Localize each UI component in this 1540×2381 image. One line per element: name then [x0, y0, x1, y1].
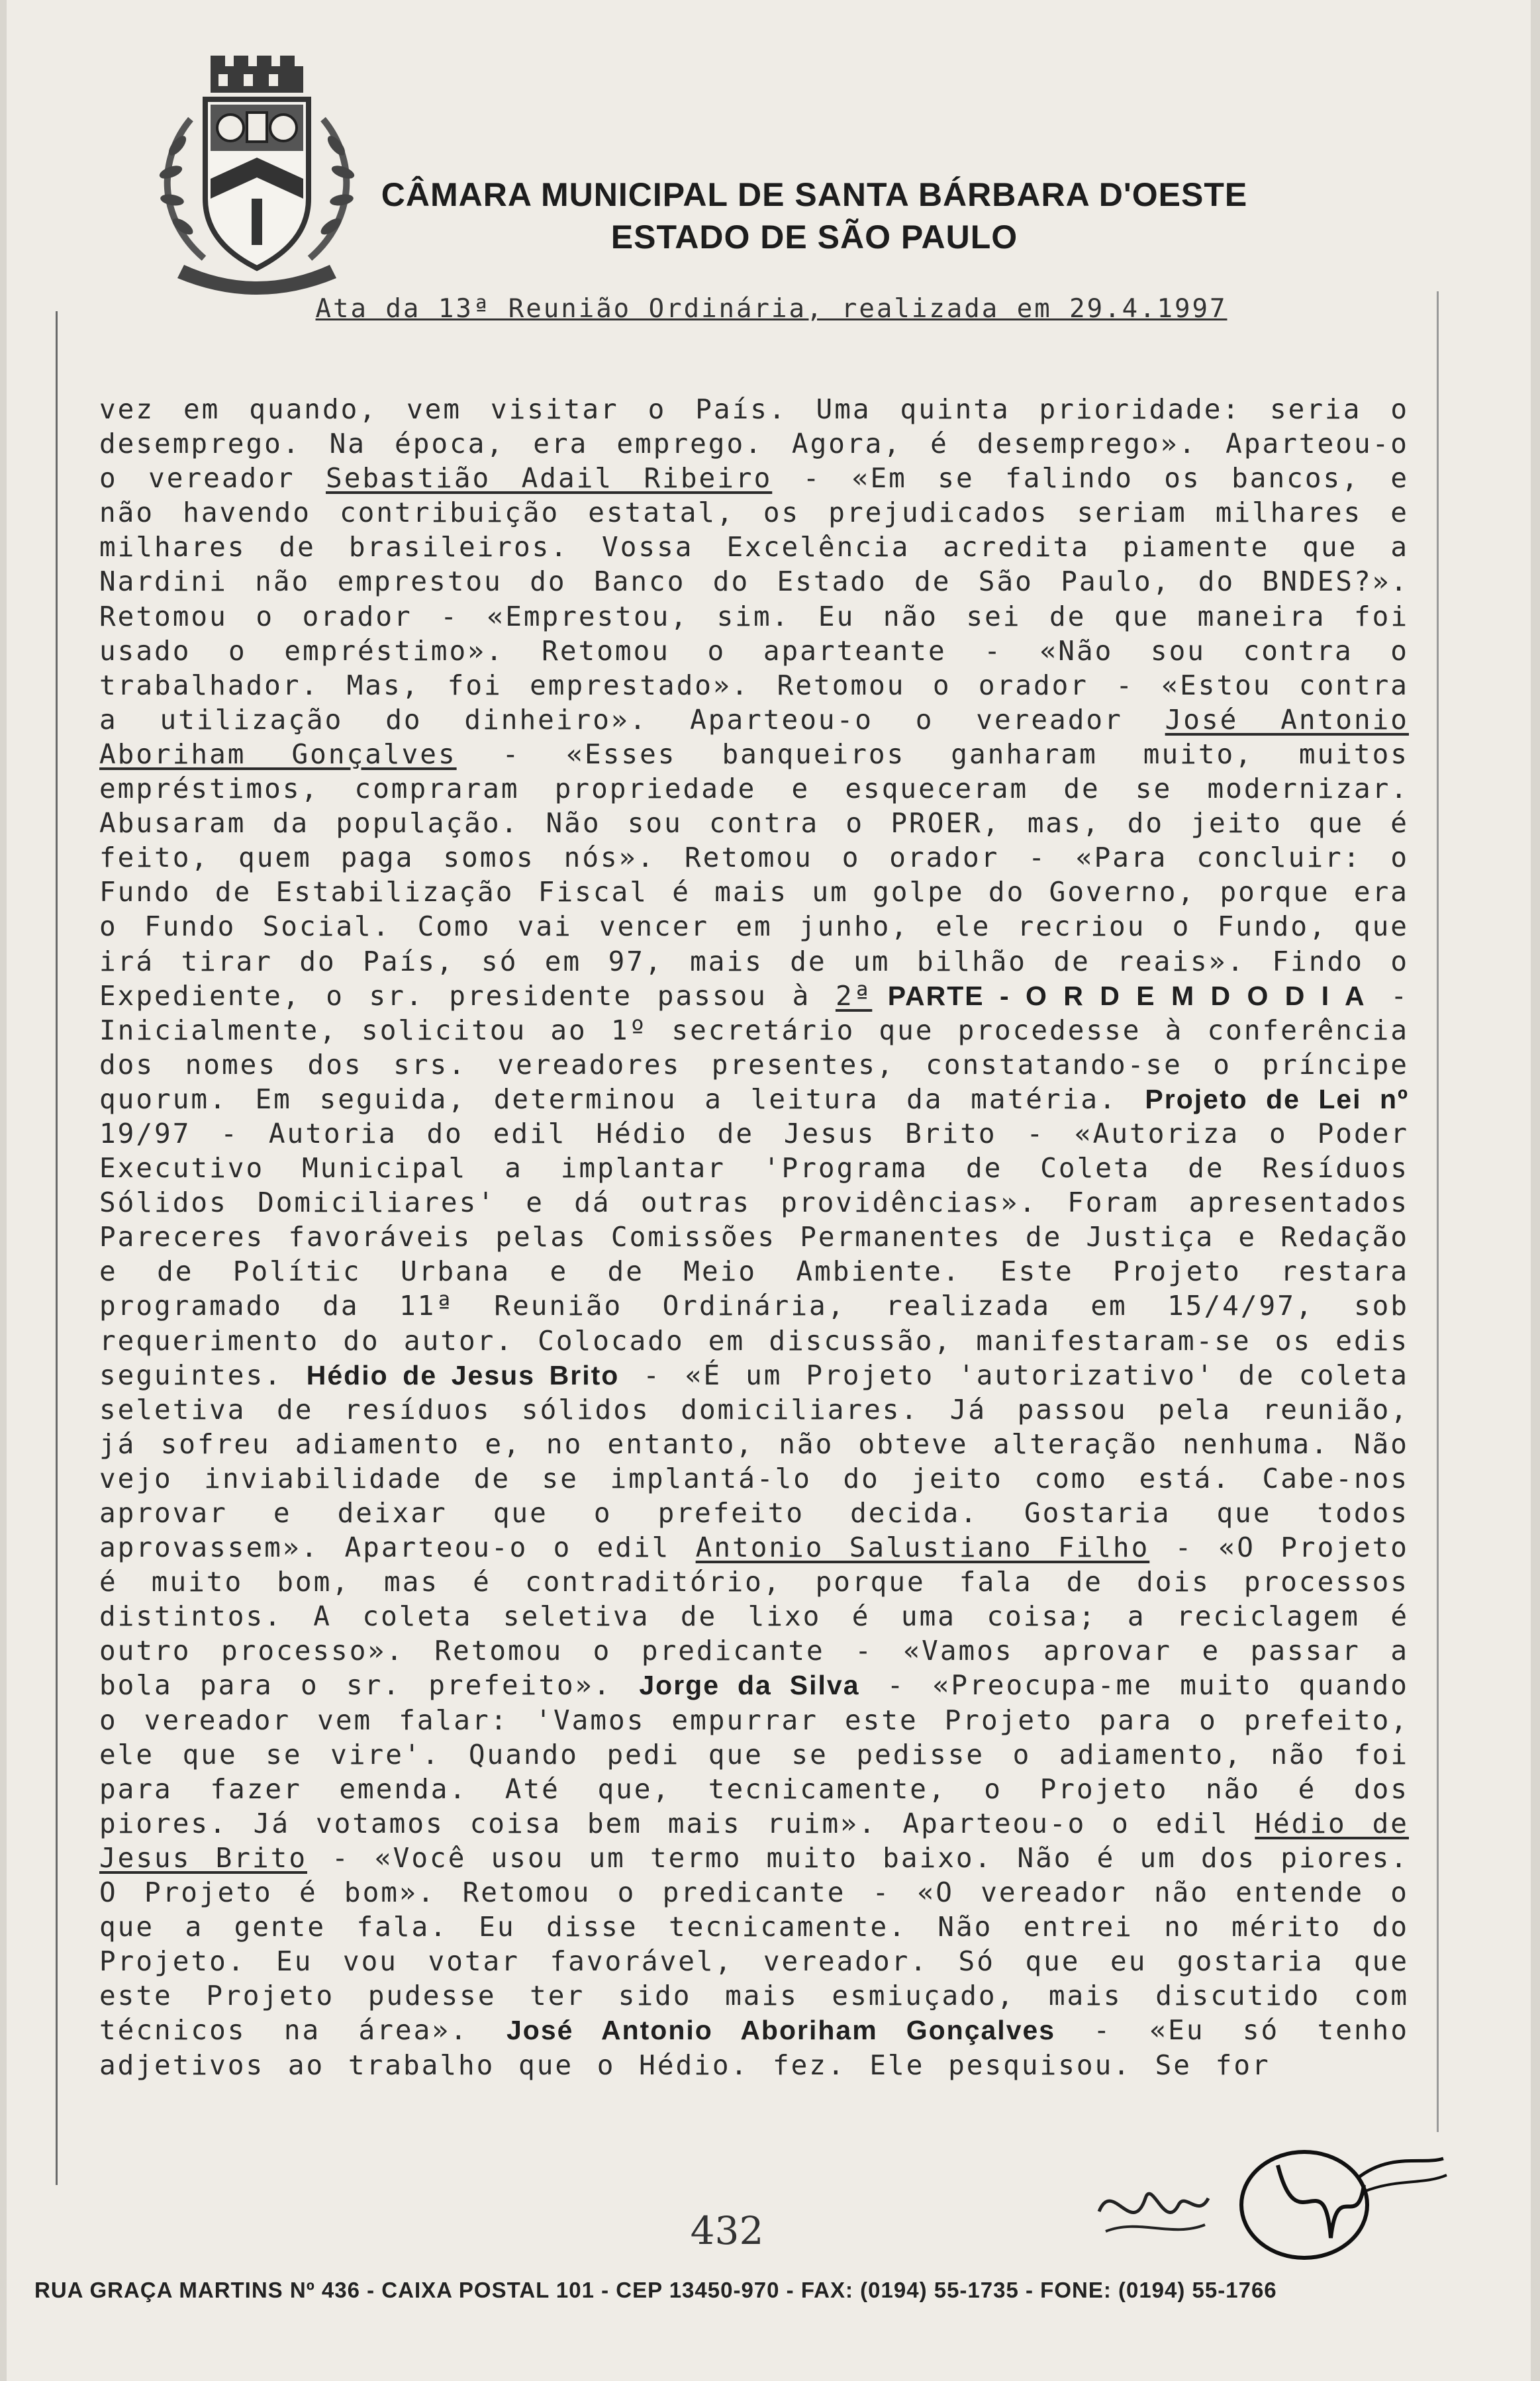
bill-label: Projeto de Lei nº [1145, 1083, 1409, 1114]
text-run: - «O Projeto é muito bom, mas é contraditório, porque fala de dois processos distintos. A coleta seletiva de lixo é uma coisa; a reciclagem é outro processo». Retomou o predicante - «Vamos aprovar e passar a bola para o sr. prefeito». [99, 1531, 1409, 1702]
speaker-name: Hédio de Jesus Brito [99, 1807, 1409, 1874]
organization-name: CÂMARA MUNICIPAL DE SANTA BÁRBARA D'OESTE [381, 176, 1248, 213]
text-run: - «É um Projeto 'autorizativo' de coleta seletiva de resíduos sólidos domiciliares. Já passou pela reunião, já sofreu adiamento e, no entanto, não obteve alteração nenhuma. Não vejo inviabilidade de se implantá-lo do jeito como está. Cabe-nos aprovar e deixar que o prefeito decida. Gostaria que todos aprovassem». Aparteou-o o edil [99, 1359, 1409, 1564]
text-run: 19/97 - Autoria do edil Hédio de Jesus Brito - «Autoriza o Poder Executivo Municipal a implantar 'Programa de Coleta de Resíduos Sólidos Domiciliares' e dá outras providências». Foram apresentados Pareceres favoráveis pelas Comissões Permanentes de Justiça e Redação e de Polític Urbana e de Meio Ambiente. Este Projeto restara programado da 11ª Reunião Ordinária, realizada em 15/4/97, sob requerimento do autor. Colocado em discussão, manifestaram-se os edis seguintes. [99, 1117, 1409, 1391]
speaker-name: Jorge da Silva [639, 1670, 860, 1701]
scan-left-edge [0, 0, 7, 2381]
speaker-name: Hédio de Jesus Brito [306, 1359, 620, 1390]
text-run: - «Preocupa-me muito quando o vereador vem falar: 'Vamos empurrar este Projeto para o prefeito, ele que se vire'. Quando pedi que se pedisse o adiamento, não foi para fazer emenda. Até que, tecnicamente, o Projeto não é dos piores. Já votamos coisa bem mais ruim». Aparteou-o o edil [99, 1669, 1409, 1839]
left-margin-rule [56, 311, 58, 2185]
speaker-name: Antonio Salustiano Filho [695, 1531, 1150, 1564]
letterhead [371, 173, 1258, 258]
municipal-crest-icon [144, 46, 369, 298]
speaker-name: José Antonio Aboriham Gonçalves [506, 2015, 1056, 2046]
text-run: - «Você usou um termo muito baixo. Não é um dos piores. O Projeto é bom». Retomou o predicante - «O vereador não entende o que a gente fala. Eu disse tecnicamente. Não entrei no mérito do Projeto. Eu vou votar favorável, vereador. Só que eu gostaria que este Projeto pudesse ter sido mais esmiuçado, mais discutido com técnicos na área». [99, 1841, 1409, 2047]
minutes-body [99, 392, 1409, 2082]
text-run: - Inicialmente, solicitou ao 1º secretário que procedesse à conferência dos nomes dos srs. vereadores presentes, constatando-se o príncipe quorum. Em seguida, determinou a leitura da matéria. [99, 979, 1409, 1115]
signature-initials-icon [1086, 2152, 1218, 2258]
signature-icon [1225, 2139, 1450, 2271]
section-number: 2ª [835, 979, 873, 1012]
right-margin-rule [1437, 291, 1439, 2132]
scan-right-edge [1531, 0, 1540, 2381]
text-run: - «Eu só tenho adjetivos ao trabalho que o Hédio. fez. Ele pesquisou. Se for [99, 2014, 1410, 2081]
text-run: - «Em se falindo os bancos, e não havendo contribuição estatal, os prejudicados seriam milhares e milhares de brasileiros. Vossa Excelência acredita piamente que a Nardini não emprestou do Banco do Estado de São Paulo, do BNDES?». Retomou o orador - «Emprestou, sim. Eu não sei de que maneira foi usado o empréstimo». Retomou o aparteante - «Não sou contra o trabalhador. Mas, foi emprestado». Retomou o orador - «Estou contra a utilização do dinheiro». Aparteou-o o vereador [99, 462, 1410, 736]
section-heading: PARTE - O R D E M D O D I A [872, 980, 1366, 1011]
text-run: - «Esses banqueiros ganharam muito, muitos empréstimos, compraram propriedade e esqueceram de se modernizar. Abusaram da população. Não sou contra o PROER, mas, do jeito que é feito, quem paga somos nós». Retomou o orador - «Para concluir: o Fundo de Estabilização Fiscal é mais um golpe do Governo, porque era o Fundo Social. Como vai vencer em junho, ele recriou o Fundo, que irá tirar do País, só em 97, mais de um bilhão de reais». Findo o Expediente, o sr. presidente passou à [99, 738, 1409, 1012]
text-run: vez em quando, vem visitar o País. Uma quinta prioridade: seria o desemprego. Na época, era emprego. Agora, é desemprego». Aparteou-o o vereador [99, 393, 1409, 495]
speaker-name: Sebastião Adail Ribeiro [326, 462, 773, 495]
page-number: 432 [690, 2208, 764, 2253]
speaker-name: José Antonio Aboriham Gonçalves [99, 703, 1409, 770]
footer-address: RUA GRAÇA MARTINS Nº 436 - CAIXA POSTAL 101 - CEP 13450-970 - FAX: (0194) 55-1735 - FONE: (0194) 55-1766 [34, 2278, 1277, 2302]
act-title: Ata da 13ª Reunião Ordinária, realizada em 29.4.1997 [315, 294, 1227, 324]
minutes-paragraph [99, 392, 1409, 2082]
state-name: ESTADO DE SÃO PAULO [610, 219, 1018, 256]
